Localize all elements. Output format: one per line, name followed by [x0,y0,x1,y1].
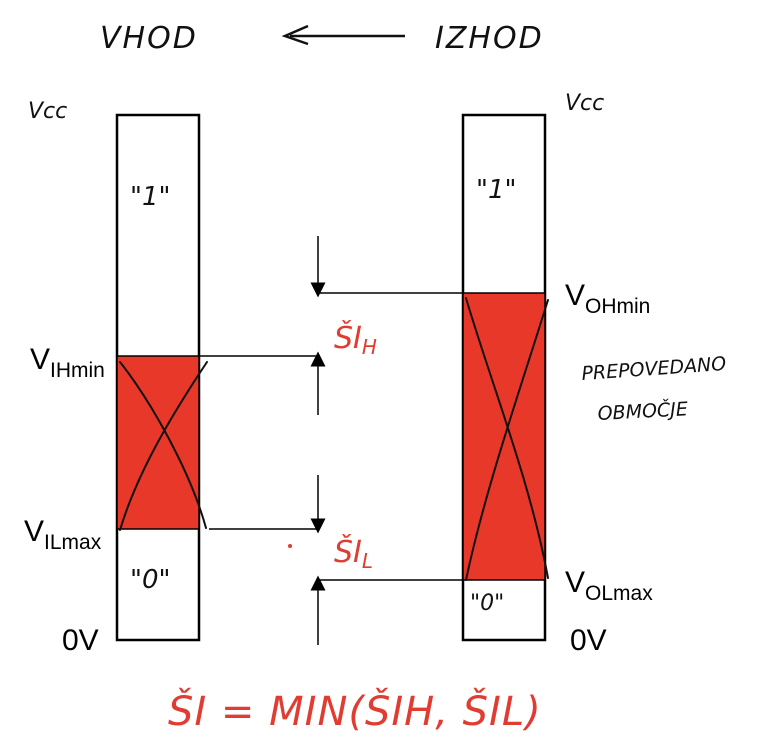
header-input-label: VHOD [100,21,198,56]
input-logic-high: "1" [130,182,171,212]
input-0v-label: 0V [62,624,99,657]
output-vohmin-label: $V_{OHmin}$ [565,279,651,318]
output-volmax-label: $V_{OLmax}$ [565,566,653,605]
header-output-label: IZHOD [435,21,544,56]
input-vilmax-label: $V_{ILmax}$ [24,515,102,554]
noise-margin-formula: ŠI = MIN(ŠIH, ŠIL) [168,689,542,735]
output-logic-high: "1" [476,175,517,205]
forbidden-region-label-line2: OBMOČJE [597,398,689,425]
input-vihmin-label: $V_{IHmin}$ [30,343,105,382]
red-dot [288,544,292,548]
output-vcc-label: Vcc [565,91,605,116]
high-noise-margin-label: $ŠI_H$ [334,321,377,359]
output-logic-low: "0" [470,591,505,616]
input-vcc-label: Vcc [28,99,68,124]
forbidden-region-label-line1: PREPOVEDANO [580,352,727,385]
output-0v-label: 0V [570,624,607,657]
left-arrow-icon [285,26,405,44]
input-logic-low: "0" [130,565,171,595]
low-noise-margin-label: $ŠI_L$ [334,535,374,573]
